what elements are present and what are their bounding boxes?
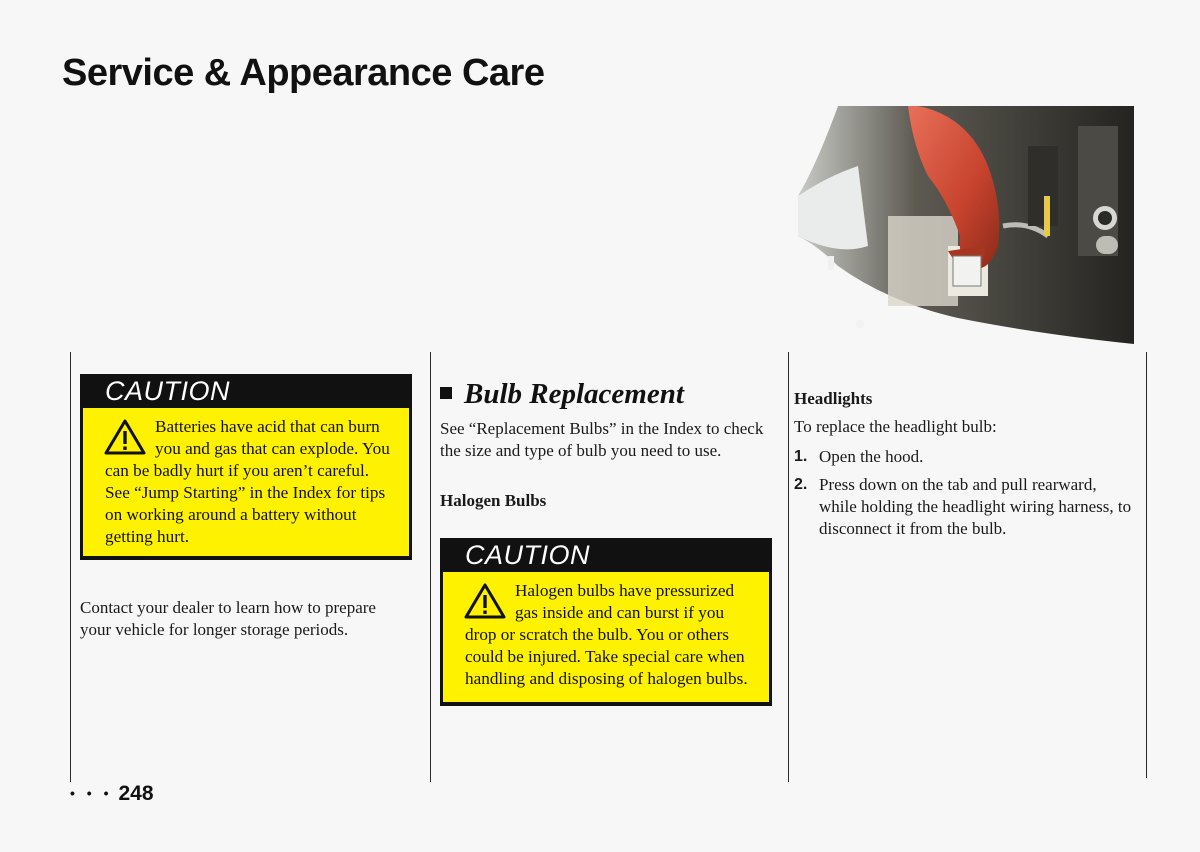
caution-header: CAUTION xyxy=(105,376,230,406)
halogen-bulbs-subheading: Halogen Bulbs xyxy=(440,491,547,510)
page-title: Service & Appearance Care xyxy=(62,52,545,94)
caution-text: Halogen bulbs have pressurized gas inside and can burst if you drop or scratch the bulb. You or others could be injured. Take special care when handling and disposing of halogen bulbs. xyxy=(465,581,748,688)
page-dots: • • • xyxy=(70,785,113,801)
list-item xyxy=(794,474,1134,540)
caution-body xyxy=(83,408,409,556)
bulb-intro-paragraph: See “Replacement Bulbs” in the Index to check the size and type of bulb you need to use. xyxy=(440,419,764,460)
bulb-replacement-heading xyxy=(440,378,684,411)
section-bullet-icon xyxy=(440,387,452,399)
caution-text: Batteries have acid that can burn you and gas that can explode. You can be badly hurt if you aren’t careful. See “Jump Starting” in the Index for tips on working around a battery without getting hurt. xyxy=(105,417,390,546)
step-text: Press down on the tab and pull rearward, while holding the headlight wiring harness, to disconnect it from the bulb. xyxy=(819,475,1132,538)
storage-paragraph: Contact your dealer to learn how to prepare your vehicle for longer storage periods. xyxy=(80,598,376,639)
headlights-intro: To replace the headlight bulb: xyxy=(794,417,997,436)
step-text: Open the hood. xyxy=(819,447,924,466)
page-number-text: 248 xyxy=(118,782,154,805)
halogen-caution-box xyxy=(440,538,772,706)
step-number: 2. xyxy=(794,476,808,493)
headlight-steps-list xyxy=(794,446,1134,546)
headlights-subheading: Headlights xyxy=(794,389,873,408)
column-divider-4 xyxy=(1146,352,1147,778)
step-number: 1. xyxy=(794,448,808,465)
caution-body xyxy=(443,572,769,702)
headlight-bulb-removal-photo xyxy=(798,106,1134,344)
column-divider-2 xyxy=(430,352,431,782)
page-number xyxy=(70,782,154,806)
list-item xyxy=(794,446,1134,468)
column-divider-1 xyxy=(70,352,71,782)
battery-caution-box xyxy=(80,374,412,560)
headlight-photo-illustration xyxy=(798,106,1134,344)
warning-triangle-icon xyxy=(463,582,507,620)
section-title: Bulb Replacement xyxy=(464,378,684,410)
column-divider-3 xyxy=(788,352,789,782)
warning-triangle-icon xyxy=(103,418,147,456)
caution-header: CAUTION xyxy=(465,540,590,570)
